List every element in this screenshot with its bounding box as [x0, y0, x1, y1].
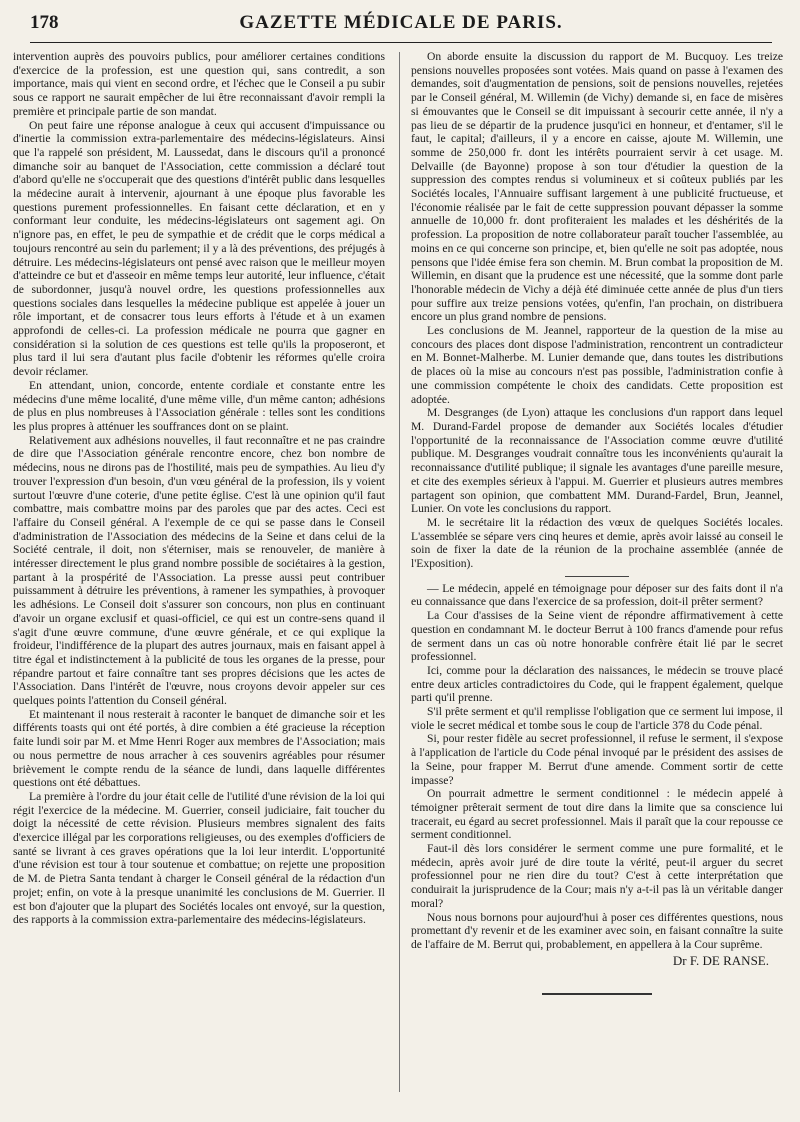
paragraph: M. Desgranges (de Lyon) attaque les conclusions d'un rapport dans lequel M. Durand-Fardel propose de demander aux Sociétés locales d'étudier l'opportunité de la reconnaissance de l'Association comme œuvre d'utilité publique. M. Desgranges voudrait connaître tous les inconvénients qu'aurait la reconnaissance d'utilité publique; il signale les avantages d'une pareille mesure, et cite des exemples sérieux à l'appui. M. Guerrier et plusieurs autres membres partagent son opinion, que combattent MM. Durand-Fardel, Brun, Jeannel, Lunier. On vote les conclusions du rapport. [411, 406, 783, 516]
paragraph: Faut-il dès lors considérer le serment comme une pure formalité, et le médecin, après avoir juré de dire toute la vérité, peut-il arguer du secret professionnel pour ne rien dire du tout? C'est à cette interprétation que conduirait la jurisprudence de la Cour; mais n'y a-t-il pas là un véritable danger moral? [411, 842, 783, 910]
page-header [30, 12, 772, 43]
paragraph: Relativement aux adhésions nouvelles, il faut reconnaître et ne pas craindre de dire que l'Association générale rencontre encore, chez bon nombre de médecins, nous ne dirons pas de l'hostilité, mais peu de sympathies. Au lieu d'y trouver l'expression d'un besoin, d'un vœu général de la profession, ils y voient surtout l'œuvre d'une coterie, d'une petite église. C'est là une opinion qu'il faut combattre, mais combattre moins par des paroles que par des actes. Ceci est l'affaire du Conseil général. A l'exemple de ce qui se passe dans le Conseil d'administration de l'Association des médecins de la Seine et dans celui de la Société centrale, il doit, non s'éterniser, mais se renouveler, de manière à intéresser directement le plus grand nombre possible de sociétaires à la gestion, partant à la prospérité de l'Association. La presse aussi peut contribuer puissamment à détruire les préventions, à ramener les sympathies, à provoquer les adhésions. Le Conseil doit s'assurer son concours, non plus en continuant d'avoir un organe exclusif et quasi-officiel, ce qui est un contre-sens quand il s'agit d'une œuvre commune, d'une œuvre générale, et ce qui explique la froideur, l'indifférence de la plupart des autres journaux, mais en faisant appel à titre égal et indistinctement à la publicité de tous les organes de la presse, pour répandre partout et faire connaître tant ses propres décisions que les actes de l'Association. Dans l'intérêt de l'œuvre, nous croyons devoir appeler sur ces quelques points l'attention du Conseil général. [13, 433, 385, 708]
journal-title: GAZETTE MÉDICALE DE PARIS. [239, 12, 563, 33]
paragraph: Nous nous bornons pour aujourd'hui à poser ces différentes questions, nous promettant d'y revenir et de les examiner avec soin, en faisant connaître la suite de l'affaire de M. Berrut qui, probablement, en appellera à la Cour suprême. [411, 910, 783, 951]
paragraph: M. le secrétaire lit la rédaction des vœux de quelques Sociétés locales. L'assemblée se sépare vers cinq heures et demie, après avoir laissé au conseil le soin de fixer la date de la réunion de la prochaine assemblée (année de l'Exposition). [411, 515, 783, 571]
paragraph: La Cour d'assises de la Seine vient de répondre affirmativement à cette question en condamnant M. le docteur Berrut à 100 francs d'amende pour refus de serment dans un cas où notre honorable confrère était lié par le secret professionnel. [411, 609, 783, 664]
paragraph: On aborde ensuite la discussion du rapport de M. Bucquoy. Les treize pensions nouvelles proposées sont votées. Mais quand on passe à l'examen des demandes, soit d'augmentation de pensions, soit de pensions nouvelles, rejetées par le Conseil général, M. Willemin (de Vichy) demande si, en face de misères si émouvantes que le Conseil se dit impuissant à secourir cette année, il n'y a pas lieu de se départir de la prudence jusqu'ici en honneur, et d'entamer, s'il le faut, le capital; d'ailleurs, il y a encore en caisse, ajoute M. Willemin, une somme de 250,000 fr. dont les intérêts pourraient servir à cet usage. M. Delvaille (de Bayonne) propose à son tour d'étudier la question de la suppression des comptes rendus si volumineux et si coûteux publiés par les Sociétés locales, l'Annuaire suffisant largement à une publicité fructueuse, et l'économie réalisée par le fait de cette suppression pouvant dépasser la somme annuelle de 10,000 fr. dont profiteraient les malades et les déshérités de la profession. La proposition de notre collaborateur paraît toucher l'assemblée, au moins en ce qui concerne son principe, et, bien qu'elle ne soit pas adoptée, nous pensons que l'idée émise fera son chemin. M. Brun combat la proposition de M. Willemin, en disant que la prudence est une nécessité, que la somme dont parle l'honorable médecin de Vichy a déjà été diminuée cette année de plus d'un tiers pour suffire aux treize pensions votées, qu'enfin, l'an prochain, on distribuera encore un plus grand nombre de pensions. [411, 50, 783, 324]
left-column [13, 50, 385, 1118]
paragraph: — Le médecin, appelé en témoignage pour déposer sur des faits dont il n'a eu connaissance que dans l'exercice de sa profession, doit-il prêter serment? [411, 581, 783, 609]
paragraph: Et maintenant il nous resterait à raconter le banquet de dimanche soir et les différents toasts qui ont été portés, à dire combien a été gracieuse la réception faite lundi soir par M. et Mme Henri Roger aux membres de l'Association; mais ou nous permettre de nous arracher à ces souvenirs agréables pour résumer brièvement le compte rendu de la séance de lundi, dans laquelle différentes questions ont été débattues. [13, 707, 385, 790]
paragraph: La première à l'ordre du jour était celle de l'utilité d'une révision de la loi qui régit l'exercice de la médecine. M. Guerrier, conseil judiciaire, fait toucher du doigt la nécessité de cette révision. Plusieurs membres signalent des faits d'exercice illégal par les corporations religieuses, ou des exemples d'officiers de santé se livrant à ces graves opérations que la loi leur interdit. L'opportunité d'une révision est tour à tour soutenue et combattue; on rejette une proposition de M. de Pietra Santa tendant à charger le Conseil général de la rédaction d'un projet; enfin, on vote à la presque unanimité les conclusions de M. Guerrier. Il est bon d'ajouter que la plupart des Sociétés locales ont envoyé, sur la question, des rapports à la commission extra-parlementaire des médecins-législateurs. [13, 789, 385, 927]
paragraph: intervention auprès des pouvoirs publics, pour améliorer certaines conditions d'exercice de la profession, est une question qui, sans contredit, a son importance, mais qui vient en second ordre, et l'échec que le Conseil a pu subir sous ce rapport ne saurait empêcher de lui être reconnaissant d'avoir rempli la première et principale partie de son mandat. [13, 50, 385, 118]
paragraph: S'il prête serment et qu'il remplisse l'obligation que ce serment lui impose, il viole le secret médical et tombe sous le coup de l'article 378 du Code pénal. [411, 705, 783, 732]
paragraph: Ici, comme pour la déclaration des naissances, le médecin se trouve placé entre deux articles contradictoires du Code, qui le frappent également, quelque parti qu'il prenne. [411, 663, 783, 705]
paragraph: En attendant, union, concorde, entente cordiale et constante entre les médecins d'une même localité, d'une même ville, d'un même canton; adhésions de plus en plus nombreuses à l'Association générale : telles sont les conditions les plus propres à atténuer les souffrances dont on se plaint. [13, 378, 385, 433]
page-number: 178 [30, 12, 59, 33]
paragraph: Les conclusions de M. Jeannel, rapporteur de la question de la mise au concours des places dont dispose l'administration, rencontrent un contradicteur en M. Bonnet-Malherbe. M. Lunier demande que, dans toutes les distributions de places où la mise au concours n'est pas possible, l'administration confie à une commission compétente le choix des candidats. Cette proposition est adoptée. [411, 324, 783, 406]
paragraph: Si, pour rester fidèle au secret professionnel, il refuse le serment, il s'expose à l'application de l'article du Code pénal invoqué par le président des assises de la Seine, pour frapper M. Berrut d'une amende. Comment sortir de cette impasse? [411, 732, 783, 787]
paragraph: On peut faire une réponse analogue à ceux qui accusent d'impuissance ou d'inertie la commission extra-parlementaire des médecins-législateurs. Ainsi que l'a rappelé son président, M. Laussedat, dans le discours qu'il a prononcé dimanche soir au banquet de l'Association, cette commission a déclaré tout d'abord qu'elle ne s'occuperait que des questions d'intérêt public dans lesquelles la médecine aurait à intervenir, ajournant à une époque plus favorable les questions purement professionnelles. En faisant cette déclaration, et en y conformant leur conduite, les médecins-législateurs ont sagement agi. On n'ignore pas, en effet, le peu de sympathie et de crédit que le corps médical a toujours rencontré au sein du parlement; il y a là des préventions, des préjugés à détruire. Les médecins-législateurs ont pensé avec raison que le meilleur moyen d'atteindre ce but et d'asseoir en même temps leur autorité, leur influence, c'était de subordonner, jusqu'à nouvel ordre, les questions professionnelles aux questions sociales dans lesquelles la médecine publique est appelée à jouer un rôle important, et de consacrer tous leurs efforts à l'étude et à un examen approfondi de celles-ci. La profession médicale ne pourra que gagner en considération si la solution de ces questions est telle qu'ils la proposeront, et plus tard il lui sera d'autant plus facile d'obtenir les réformes qu'elle croira devoir réclamer. [13, 118, 385, 379]
right-column [411, 50, 783, 1118]
column-divider [399, 52, 400, 1092]
paragraph: On pourrait admettre le serment conditionnel : le médecin appelé à témoigner prêterait serment de tout dire dans la limite que sa conscience lui tracerait, eu égard au secret professionnel. Mais il paraît que la cour repousse ce serment conditionnel. [411, 787, 783, 842]
closing-rule [542, 993, 652, 995]
section-separator [565, 576, 629, 577]
author-signature: Dr F. DE RANSE. [672, 952, 769, 968]
